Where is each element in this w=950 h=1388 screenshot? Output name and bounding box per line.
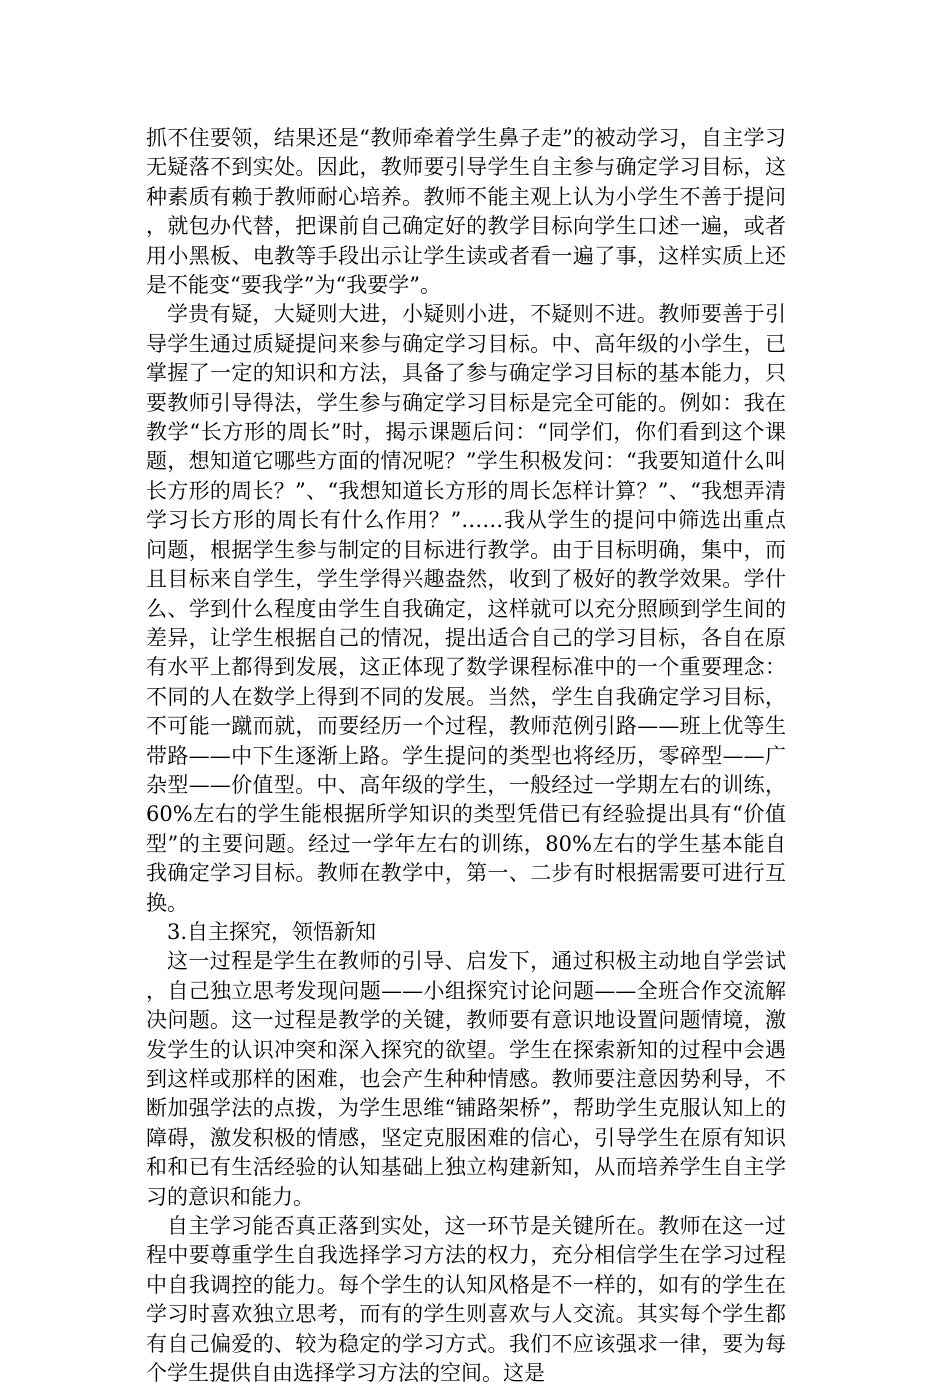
paragraph-continuation: 抓不住要领，结果还是“教师牵着学生鼻子走”的被动学习，自主学习无疑落不到实处。因此，教师要引导学生自主参与确定学习目标，这种素质有赖于教师耐心培养。教师不能主观上认为小学生不善于提问，就包办代替，把课前自己确定好的教学目标向学生口述一遍，或者用小黑板、电教等手段出示让学生读或者看一遍了事，这样实质上还是不能变“要我学”为“我要学”。 <box>146 126 786 298</box>
paragraph-exploration: 这一过程是学生在教师的引导、启发下，通过积极主动地自学尝试，自己独立思考发现问题——小组探究讨论问题——全班合作交流解决问题。这一过程是教学的关键，教师要有意识地设置问题情境，激发学生的认识冲突和深入探究的欲望。学生在探索新知的过程中会遇到这样或那样的困难，也会产生种种情感。教师要注意因势利导，不断加强学法的点拨，为学生思维“铺路架桥”，帮助学生克服认知上的障碍，激发积极的情感，坚定克服困难的信心，引导学生在原有知识和和已有生活经验的认知基础上独立构建新知，从而培养学生自主学习的意识和能力。 <box>146 949 786 1209</box>
paragraph-autonomy: 自主学习能否真正落到实处，这一环节是关键所在。教师在这一过程中要尊重学生自我选择学习方法的权力，充分相信学生在学习过程中自我调控的能力。每个学生的认知风格是不一样的，如有的学生在学习时喜欢独立思考，而有的学生则喜欢与人交流。其实每个学生都有自己偏爱的、较为稳定的学习方式。我们不应该强求一律，要为每个学生提供自由选择学习方法的空间。这是 <box>146 1214 786 1386</box>
document-page <box>146 124 786 1388</box>
section-heading: 3.自主探究，领悟新知 <box>167 919 377 944</box>
paragraph-questioning: 学贵有疑，大疑则大进，小疑则小进，不疑则不进。教师要善于引导学生通过质疑提问来参与确定学习目标。中、高年级的小学生，已掌握了一定的知识和方法，具备了参与确定学习目标的基本能力，只要教师引导得法，学生参与确定学习目标是完全可能的。例如：我在教学“长方形的周长”时，揭示课题后问：“同学们，你们看到这个课题，想知道它哪些方面的情况呢？”学生积极发问：“我要知道什么叫长方形的周长？”、“我想知道长方形的周长怎样计算？”、“我想弄清学习长方形的周长有什么作用？”……我从学生的提问中筛选出重点问题，根据学生参与制定的目标进行教学。由于目标明确，集中，而且目标来自学生，学生学得兴趣盎然，收到了极好的教学效果。学什么、学到什么程度由学生自我确定，这样就可以充分照顾到学生间的差异，让学生根据自己的情况，提出适合自己的学习目标，各自在原有水平上都得到发展，这正体现了数学课程标准中的一个重要理念：不同的人在数学上得到不同的发展。当然，学生自我确定学习目标，不可能一蹴而就，而要经历一个过程，教师范例引路——班上优等生带路——中下生逐渐上路。学生提问的类型也将经历，零碎型——广杂型——价值型。中、高年级的学生，一般经过一学期左右的训练，60%左右的学生能根据所学知识的类型凭借已有经验提出具有“价值型”的主要问题。经过一学年左右的训练，80%左右的学生基本能自我确定学习目标。教师在教学中，第一、二步有时根据需要可进行互换。 <box>146 302 786 915</box>
